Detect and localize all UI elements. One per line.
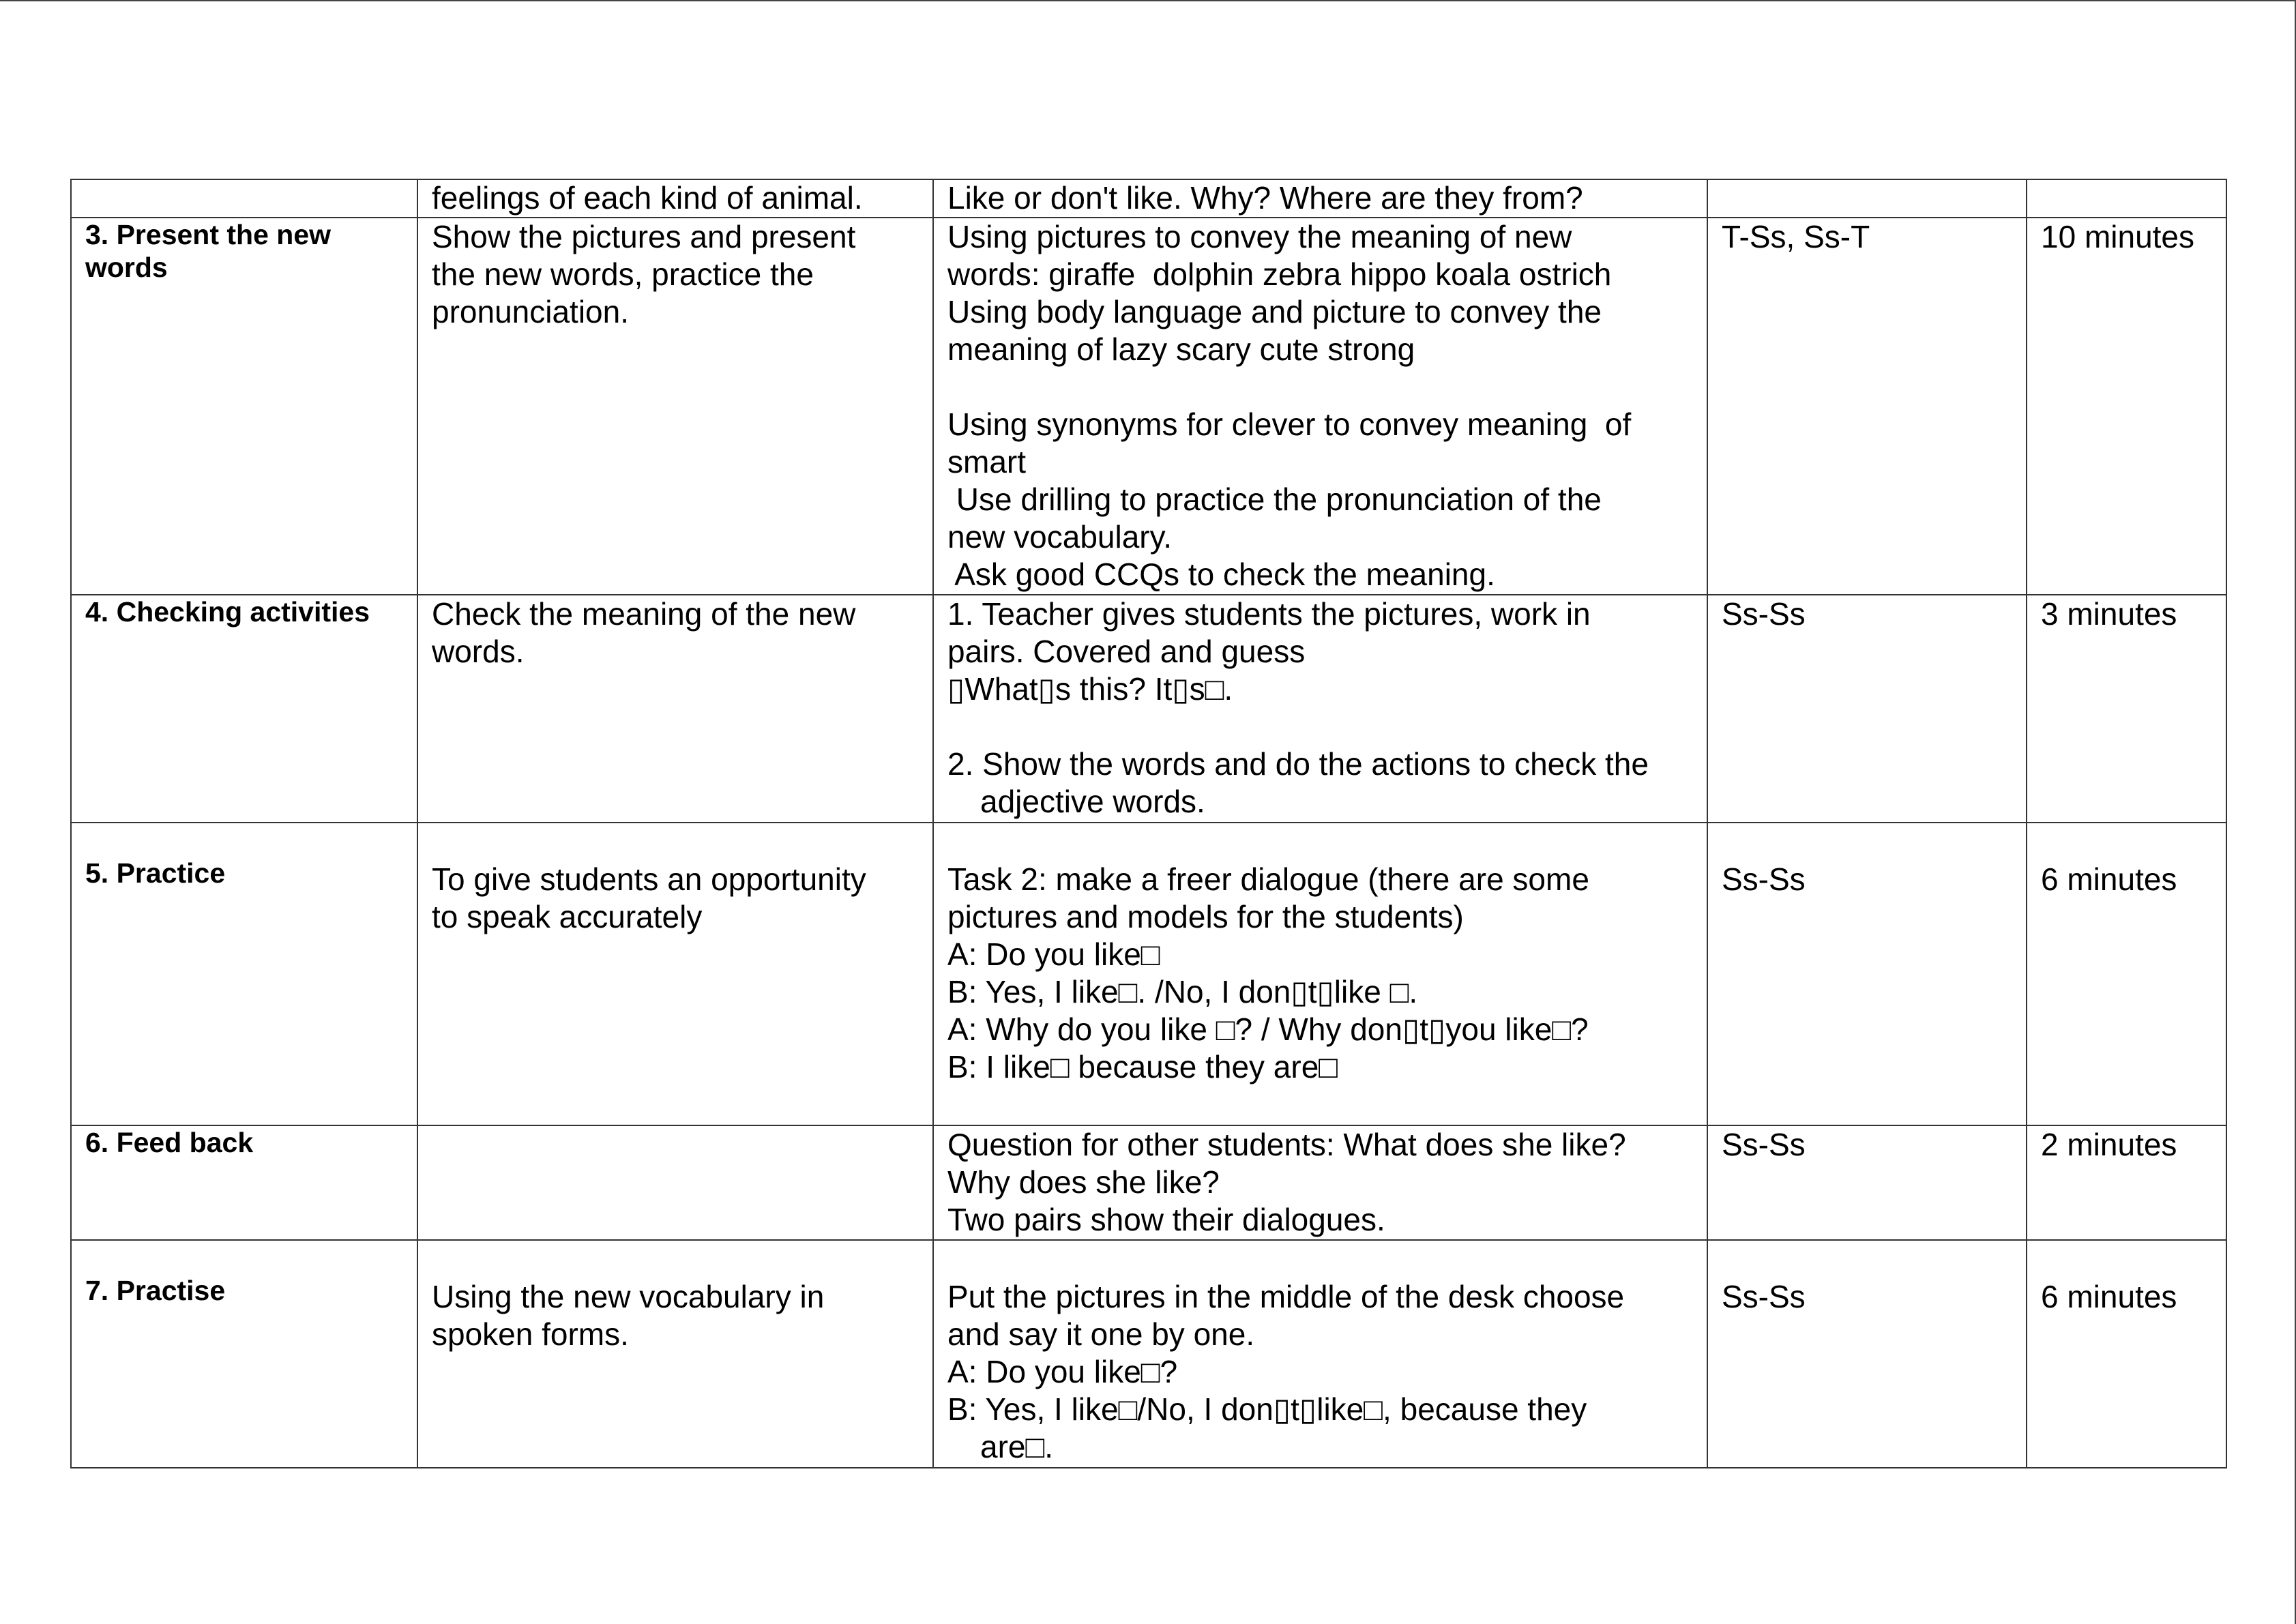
procedure-line: A: Do you like□? — [947, 1354, 1178, 1389]
procedure-line: adjective words. — [980, 784, 1205, 819]
stage-label: 3. Present the new — [85, 219, 332, 250]
procedure-cell — [933, 1125, 1707, 1240]
blank-line — [947, 368, 1693, 406]
time-text: 3 minutes — [2041, 596, 2177, 632]
objective-line: Using the new vocabulary in — [432, 1279, 825, 1314]
time-text: 6 minutes — [2041, 1279, 2177, 1314]
procedure-cell — [933, 1240, 1707, 1468]
interaction-cell — [1707, 1240, 2027, 1468]
procedure-line: 1. Teacher gives students the pictures, work in — [947, 596, 1591, 632]
table-row — [71, 595, 2226, 823]
objective-cell — [417, 823, 933, 1125]
table-row — [71, 1240, 2226, 1468]
table-row — [71, 1125, 2226, 1240]
procedure-line: meaning of lazy scary cute strong — [947, 331, 1415, 367]
interaction-cell — [1707, 179, 2027, 218]
time-cell — [2027, 179, 2226, 218]
objective-cell — [417, 595, 933, 823]
interaction-cell — [1707, 823, 2027, 1125]
procedure-line: pictures and models for the students) — [947, 899, 1464, 934]
stage-cell — [71, 1125, 417, 1240]
objective-line: feelings of each kind of animal. — [432, 180, 863, 216]
interaction-text: Ss-Ss — [1722, 1279, 1806, 1314]
time-text: 2 minutes — [2041, 1127, 2177, 1162]
time-cell — [2027, 218, 2226, 595]
procedure-line: Using synonyms for clever to convey meaning of — [947, 407, 1632, 442]
stage-label: 4. Checking activities — [85, 596, 370, 628]
objective-line: pronunciation. — [432, 294, 629, 329]
objective-line: To give students an opportunity — [432, 861, 866, 897]
stage-cell — [71, 595, 417, 823]
procedure-line: ▯What▯s this? It▯s□. — [947, 671, 1233, 707]
procedure-line: A: Why do you like □? / Why don▯t▯you like□? — [947, 1012, 1589, 1047]
procedure-line: B: Yes, I like□/No, I don▯t▯like□, because they — [947, 1391, 1587, 1427]
interaction-text: T-Ss, Ss-T — [1722, 219, 1870, 254]
procedure-line: are□. — [980, 1429, 1054, 1464]
procedure-line: and say it one by one. — [947, 1316, 1255, 1352]
procedure-line: Question for other students: What does she like? — [947, 1127, 1626, 1162]
interaction-text: Ss-Ss — [1722, 861, 1806, 897]
objective-cell — [417, 218, 933, 595]
stage-cell — [71, 1240, 417, 1468]
procedure-line: Two pairs show their dialogues. — [947, 1202, 1385, 1237]
time-cell — [2027, 823, 2226, 1125]
stage-label: 6. Feed back — [85, 1127, 254, 1158]
blank-line — [947, 708, 1693, 745]
objective-cell — [417, 179, 933, 218]
interaction-text: Ss-Ss — [1722, 1127, 1806, 1162]
interaction-cell — [1707, 1125, 2027, 1240]
stage-label: 7. Practise — [85, 1275, 226, 1306]
procedure-line: Using pictures to convey the meaning of new — [947, 219, 1572, 254]
interaction-cell — [1707, 595, 2027, 823]
stage-cell — [71, 179, 417, 218]
time-text: 6 minutes — [2041, 861, 2177, 897]
procedure-line: Ask good CCQs to check the meaning. — [947, 557, 1495, 592]
stage-label: words — [85, 252, 168, 283]
table-row — [71, 179, 2226, 218]
procedure-line: words: giraffe dolphin zebra hippo koala ostrich — [947, 256, 1612, 292]
procedure-line: Put the pictures in the middle of the desk choose — [947, 1279, 1625, 1314]
objective-cell — [417, 1240, 933, 1468]
lesson-plan-table — [70, 179, 2227, 1468]
procedure-cell — [933, 823, 1707, 1125]
objective-line: the new words, practice the — [432, 256, 814, 292]
procedure-line: Use drilling to practice the pronunciation of the — [947, 482, 1602, 517]
objective-line: to speak accurately — [432, 899, 703, 934]
time-text: 10 minutes — [2041, 219, 2195, 254]
procedure-line: B: I like□ because they are□ — [947, 1049, 1338, 1084]
procedure-line: new vocabulary. — [947, 519, 1172, 555]
stage-cell — [71, 218, 417, 595]
procedure-line: Task 2: make a freer dialogue (there are some — [947, 861, 1589, 897]
objective-line: Check the meaning of the new — [432, 596, 856, 632]
procedure-line: pairs. Covered and guess — [947, 634, 1306, 669]
objective-line: Show the pictures and present — [432, 219, 856, 254]
time-cell — [2027, 1125, 2226, 1240]
procedure-line: A: Do you like□ — [947, 936, 1160, 972]
objective-line: spoken forms. — [432, 1316, 629, 1352]
procedure-cell — [933, 179, 1707, 218]
interaction-text: Ss-Ss — [1722, 596, 1806, 632]
objective-cell — [417, 1125, 933, 1240]
procedure-line: 2. Show the words and do the actions to check the — [947, 746, 1649, 782]
procedure-line: smart — [947, 444, 1026, 479]
table-row — [71, 823, 2226, 1125]
procedure-line: B: Yes, I like□. /No, I don▯t▯like □. — [947, 974, 1418, 1009]
time-cell — [2027, 1240, 2226, 1468]
procedure-cell — [933, 595, 1707, 823]
interaction-cell — [1707, 218, 2027, 595]
table-row — [71, 218, 2226, 595]
procedure-cell — [933, 218, 1707, 595]
objective-line: words. — [432, 634, 525, 669]
time-cell — [2027, 595, 2226, 823]
stage-label: 5. Practice — [85, 857, 226, 889]
procedure-line: Why does she like? — [947, 1164, 1220, 1200]
procedure-line: Using body language and picture to convey the — [947, 294, 1602, 329]
procedure-line: Like or don't like. Why? Where are they from? — [947, 180, 1583, 216]
stage-cell — [71, 823, 417, 1125]
